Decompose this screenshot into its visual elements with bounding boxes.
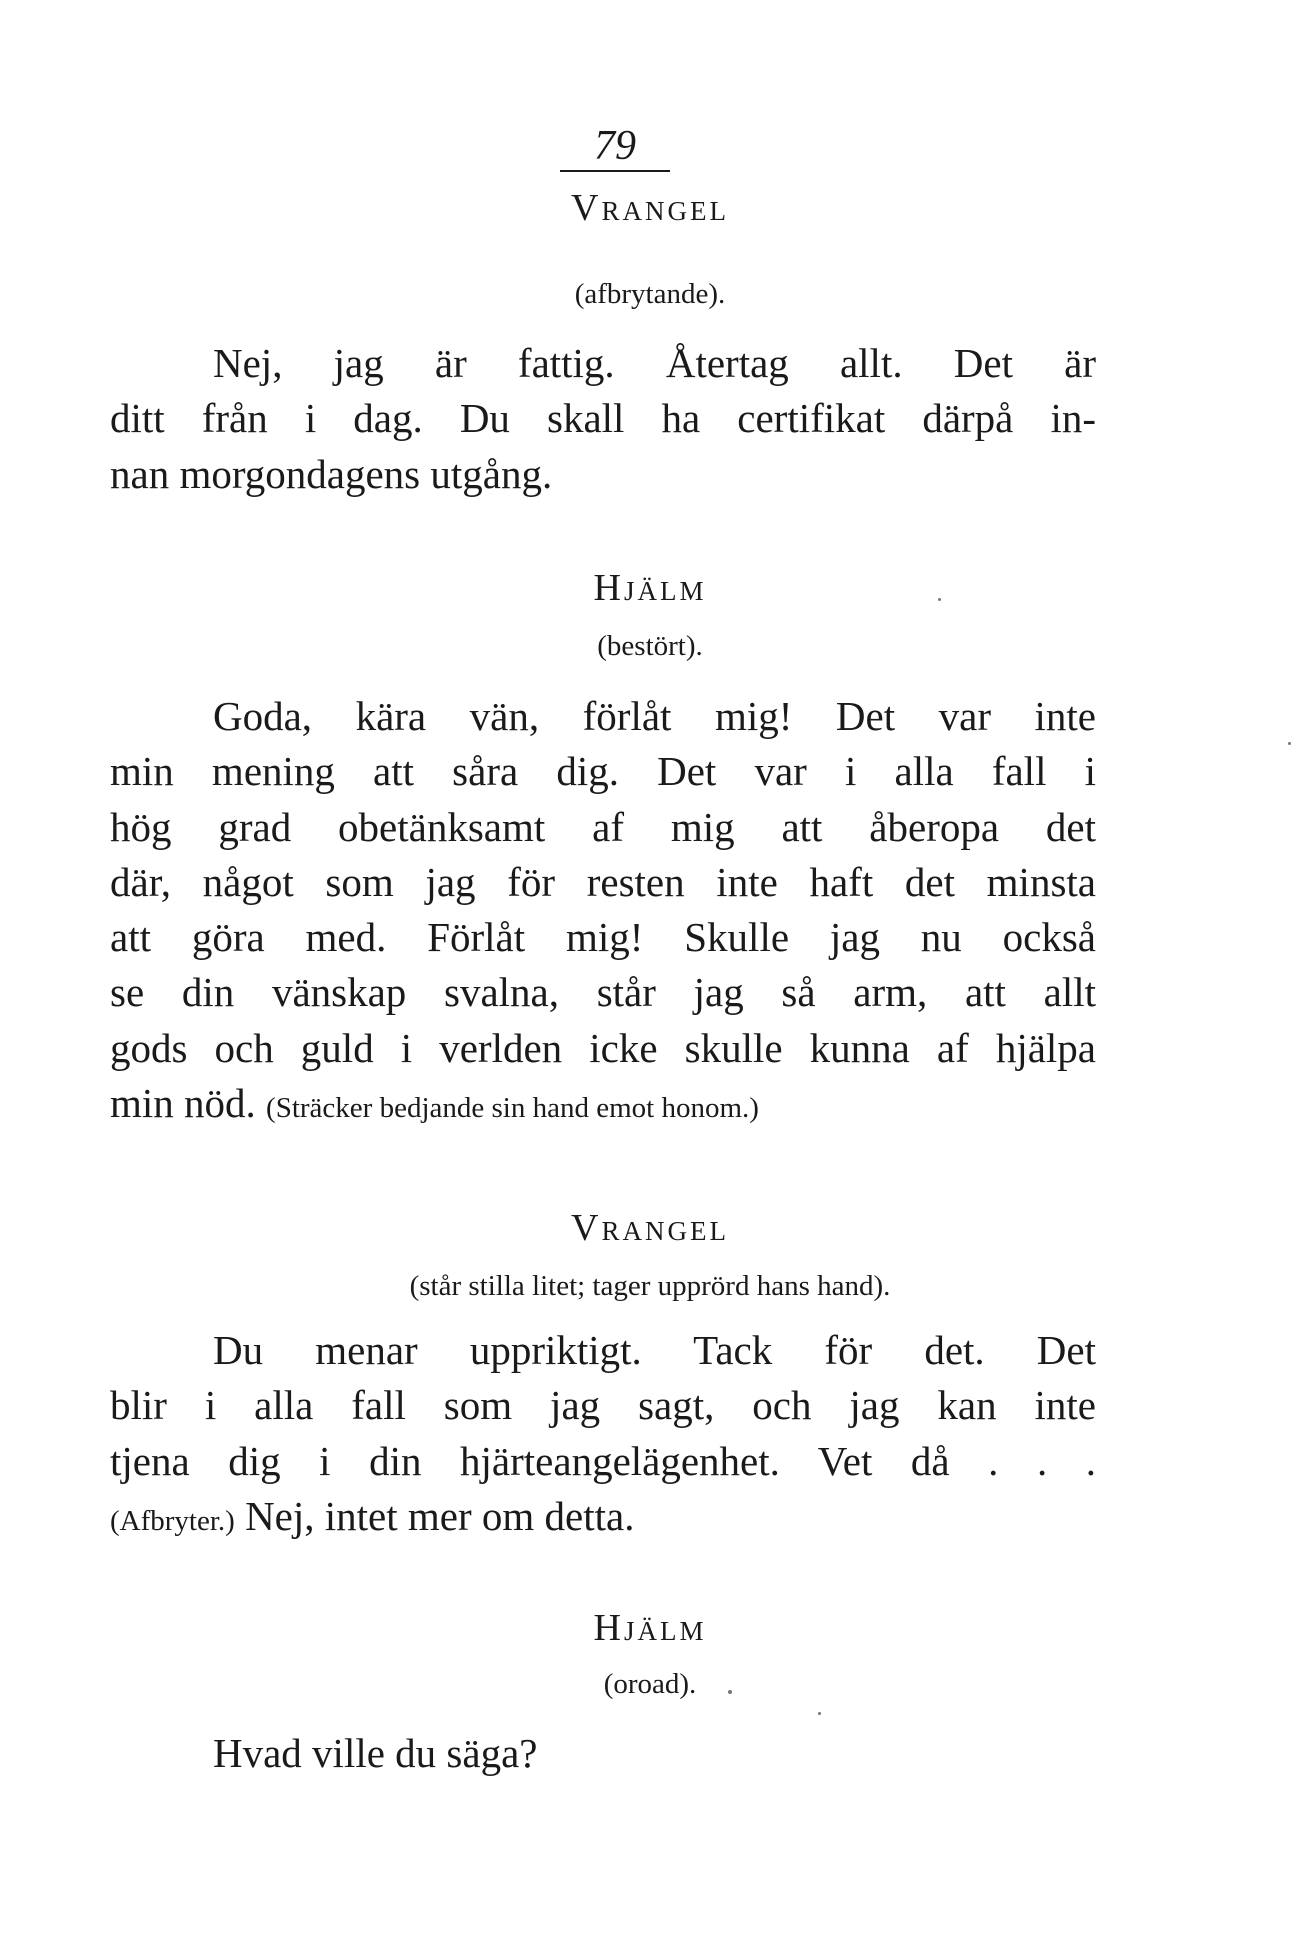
text-line: blir i alla fall som jag sagt, och jag kan inte xyxy=(110,1382,1096,1429)
dialogue-paragraph xyxy=(110,336,1096,502)
dialogue-paragraph xyxy=(110,689,1096,1136)
text-line: Hvad ville du säga? xyxy=(213,1730,538,1776)
speaker-name: Hjälm xyxy=(593,1607,707,1649)
text-line: tjena dig i din hjärteangelägenhet. Vet då . . . xyxy=(110,1437,1096,1484)
stage-direction: (står stilla litet; tager upprörd hans hand). xyxy=(409,1270,891,1302)
text-line: min mening att såra dig. Det var i alla fall i xyxy=(110,748,1096,795)
dialogue-paragraph xyxy=(110,1323,1096,1549)
text-line: gods och guld i verlden icke skulle kunna af hjälpa xyxy=(110,1024,1096,1071)
text-fragment: Nej, intet mer om detta. xyxy=(245,1492,635,1539)
text-line: Goda, kära vän, förlåt mig! Det var inte xyxy=(213,693,1096,739)
text-line xyxy=(110,1489,1096,1549)
print-speck xyxy=(728,1690,732,1694)
dialogue-paragraph xyxy=(110,1726,1096,1781)
stage-direction: (oroad). xyxy=(603,1668,697,1700)
text-fragment: min nöd. xyxy=(110,1080,256,1127)
speaker-name: Hjälm xyxy=(593,567,707,609)
speaker-name: Vrangel xyxy=(571,187,729,229)
print-speck xyxy=(1288,742,1291,745)
text-line: se din vänskap svalna, står jag så arm, att allt xyxy=(110,969,1096,1016)
text-line: hög grad obetänksamt af mig att åberopa det xyxy=(110,803,1096,850)
page-number: 79 xyxy=(560,122,670,172)
text-line: ditt från i dag. Du skall ha certifikat därpå in- xyxy=(110,395,1096,442)
speaker-name: Vrangel xyxy=(571,1207,729,1249)
print-speck xyxy=(818,1712,821,1715)
stage-direction: (afbrytande). xyxy=(574,278,726,310)
text-line xyxy=(110,1076,1096,1136)
inline-stage-direction: (Afbryter.) xyxy=(110,1504,235,1537)
text-line: Nej, jag är fattig. Återtag allt. Det är xyxy=(213,340,1096,386)
inline-stage-direction: (Sträcker bedjande sin hand emot honom.) xyxy=(266,1092,759,1125)
text-line: Du menar uppriktigt. Tack för det. Det xyxy=(213,1327,1096,1373)
print-speck xyxy=(938,598,941,601)
text-line: där, något som jag för resten inte haft det minsta xyxy=(110,858,1096,905)
text-line: att göra med. Förlåt mig! Skulle jag nu också xyxy=(110,914,1096,961)
text-line: nan morgondagens utgång. xyxy=(110,450,553,497)
stage-direction: (bestört). xyxy=(597,630,703,662)
